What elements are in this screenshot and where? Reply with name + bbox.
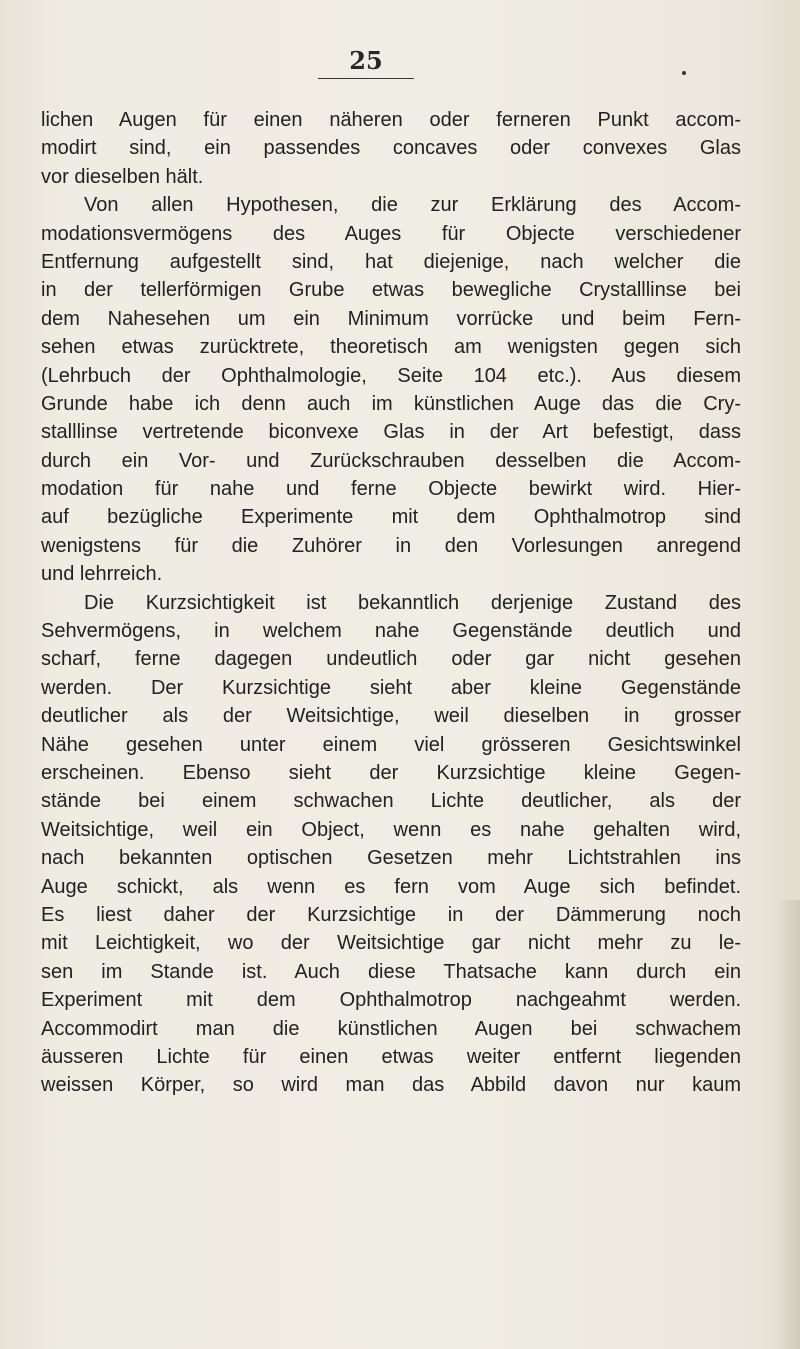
text-line: mit Leichtigkeit, wo der Weitsichtige gar nicht mehr zu le- (41, 932, 741, 955)
text-line: wenigstens für die Zuhörer in den Vorlesungen anregend (41, 534, 741, 557)
text-line: Von allen Hypothesen, die zur Erklärung des Accom- (84, 194, 741, 217)
text-line: Weitsichtige, weil ein Object, wenn es nahe gehalten wird, (41, 818, 741, 841)
text-line: stände bei einem schwachen Lichte deutlicher, als der (41, 790, 741, 813)
text-line: Entfernung aufgestellt sind, hat diejenige, nach welcher die (41, 250, 741, 273)
text-line: sen im Stande ist. Auch diese Thatsache kann durch ein (41, 960, 741, 983)
page-edge-shadow (776, 900, 800, 1349)
body-text (41, 106, 741, 1100)
text-line: vor dieselben hält. (41, 165, 204, 188)
text-line: werden. Der Kurzsichtige sieht aber kleine Gegenstände (41, 676, 741, 699)
text-line: modationsvermögens des Auges für Objecte verschiedener (41, 222, 741, 245)
text-line: äusseren Lichte für einen etwas weiter entfernt liegenden (41, 1045, 741, 1068)
text-line: in der tellerförmigen Grube etwas bewegliche Crystalllinse bei (41, 279, 741, 302)
text-line: Grunde habe ich denn auch im künstlichen Auge das die Cry- (41, 392, 741, 415)
text-line: Auge schickt, als wenn es fern vom Auge sich befindet. (41, 875, 741, 898)
text-line: Es liest daher der Kurzsichtige in der Dämmerung noch (41, 903, 741, 926)
text-line: dem Nahesehen um ein Minimum vorrücke und beim Fern- (41, 307, 741, 330)
text-line: durch ein Vor- und Zurückschrauben desselben die Accom- (41, 449, 741, 472)
text-line: Accommodirt man die künstlichen Augen bei schwachem (41, 1017, 741, 1040)
text-line: modation für nahe und ferne Objecte bewirkt wird. Hier- (41, 478, 741, 501)
text-line: Sehvermögens, in welchem nahe Gegenstände deutlich und (41, 620, 741, 643)
text-line: Experiment mit dem Ophthalmotrop nachgeahmt werden. (41, 989, 741, 1012)
text-line: erscheinen. Ebenso sieht der Kurzsichtige kleine Gegen- (41, 761, 741, 784)
text-line: und lehrreich. (41, 563, 163, 586)
print-mark (682, 71, 686, 75)
text-line: stalllinse vertretende biconvexe Glas in der Art befestigt, dass (41, 421, 741, 444)
text-line: deutlicher als der Weitsichtige, weil dieselben in grosser (41, 705, 741, 728)
text-line: (Lehrbuch der Ophthalmologie, Seite 104 etc.). Aus diesem (41, 364, 741, 387)
text-line: sehen etwas zurücktrete, theoretisch am wenigsten gegen sich (41, 336, 741, 359)
page-number: 25 (349, 46, 383, 75)
text-line: lichen Augen für einen näheren oder ferneren Punkt accom- (41, 109, 741, 131)
text-line: weissen Körper, so wird man das Abbild davon nur kaum (41, 1074, 741, 1097)
text-line: Nähe gesehen unter einem viel grösseren Gesichtswinkel (41, 733, 741, 756)
text-line: modirt sind, ein passendes concaves oder convexes Glas (41, 137, 741, 160)
text-line: scharf, ferne dagegen undeutlich oder gar nicht gesehen (41, 648, 741, 671)
text-line: Die Kurzsichtigkeit ist bekanntlich derjenige Zustand des (84, 591, 741, 614)
header-rule (318, 78, 414, 79)
text-line: nach bekannten optischen Gesetzen mehr Lichtstrahlen ins (41, 847, 741, 870)
text-line: auf bezügliche Experimente mit dem Ophthalmotrop sind (41, 506, 741, 529)
